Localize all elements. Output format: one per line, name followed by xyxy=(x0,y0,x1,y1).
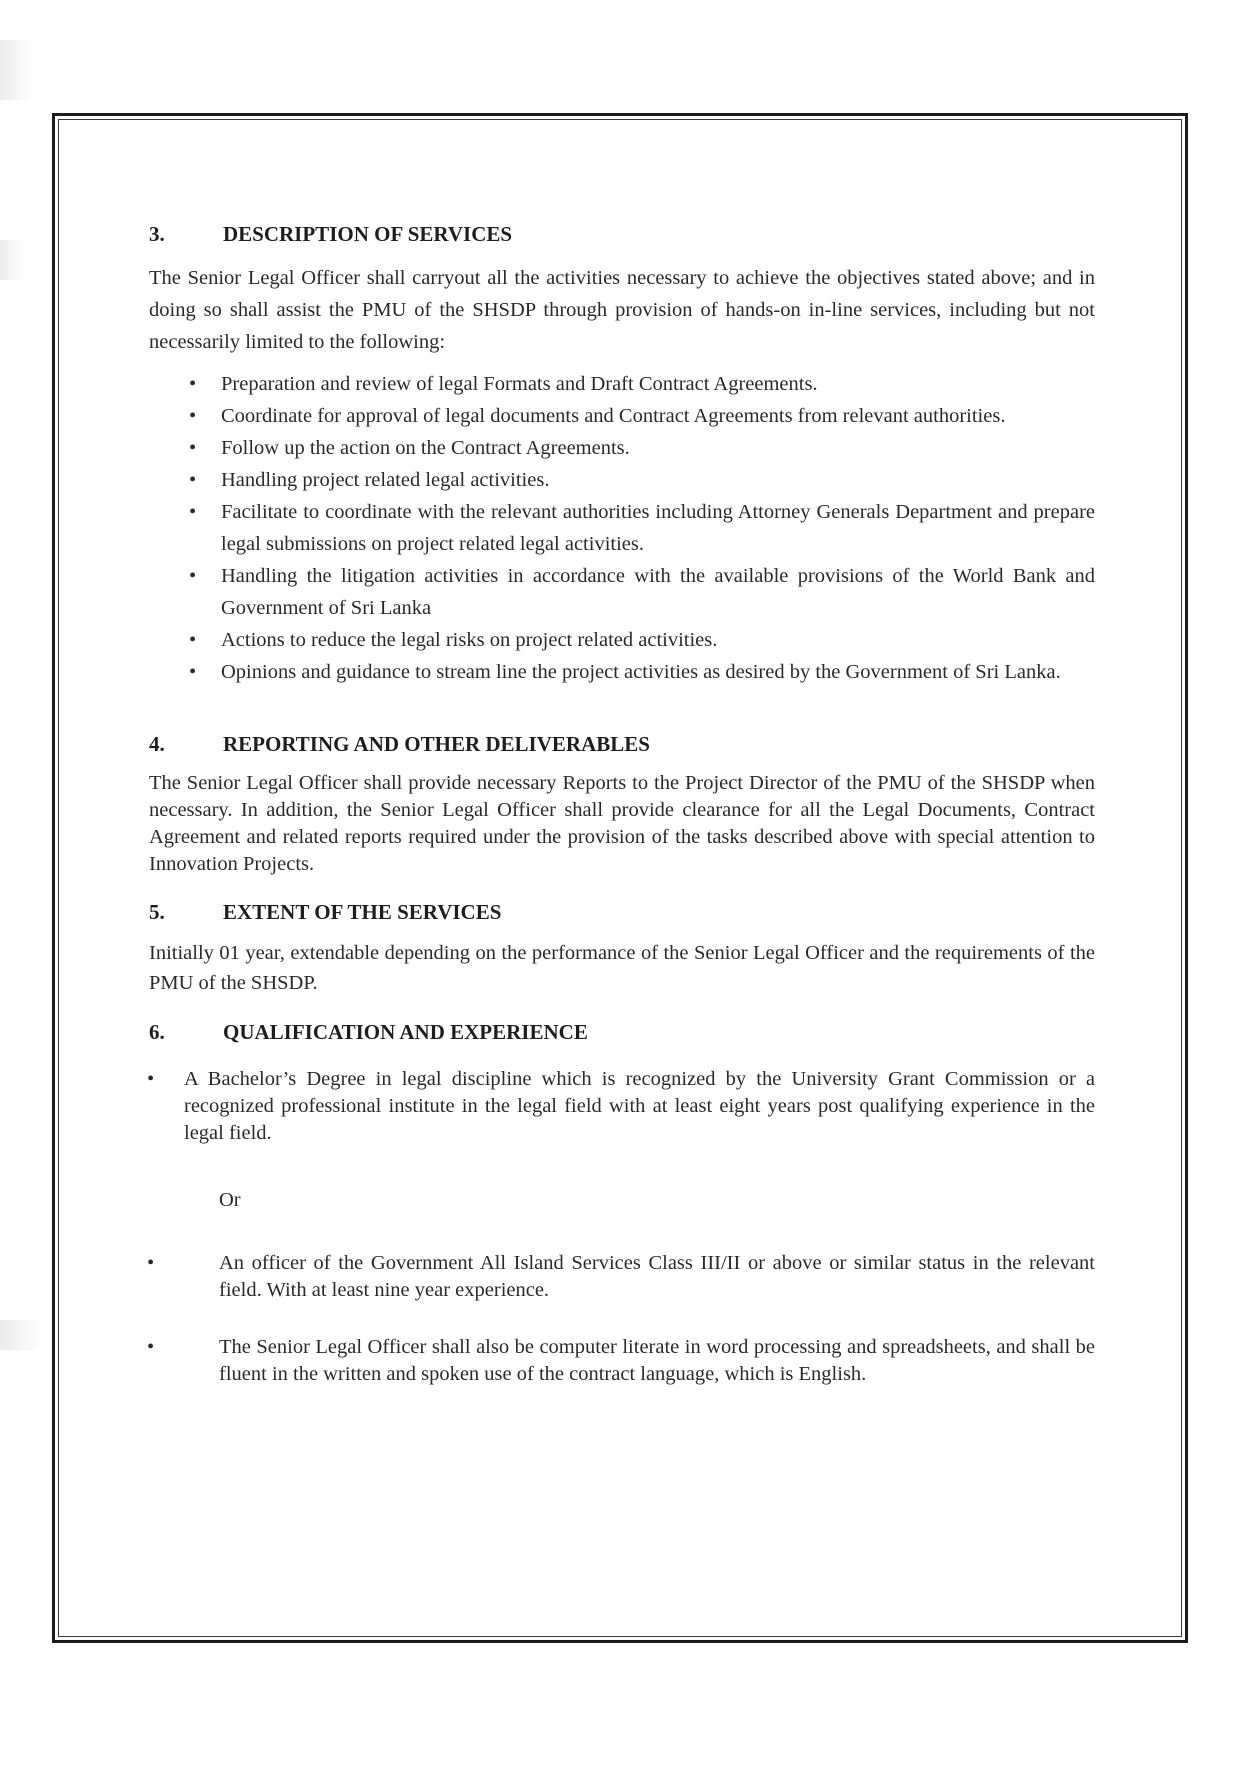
section-6-heading xyxy=(149,1016,1095,1048)
scan-artifact xyxy=(0,40,30,100)
list-item: • Preparation and review of legal Formats and Draft Contract Agreements. xyxy=(149,368,1095,400)
list-item: • An officer of the Government All Island Services Class III/II or above or similar status in the relevant field. With at least nine year experience. xyxy=(147,1252,1095,1301)
list-item: • A Bachelor’s Degree in legal discipline which is recognized by the University Grant Commission or a recognized professional institute in the legal field with at least eight years post qualifying experience in the legal field. xyxy=(147,1068,1095,1144)
bullet-icon: • xyxy=(189,661,197,683)
section-4-body: The Senior Legal Officer shall provide necessary Reports to the Project Director of the PMU of the SHSDP when necessary. In addition, the Senior Legal Officer shall provide clearance for all the Legal Documents, Contract Agreement and related reports required under the provision of the tasks described above with special attention to Innovation Projects. xyxy=(149,772,1095,875)
list-item: • Facilitate to coordinate with the relevant authorities including Attorney Generals Department and prepare legal submissions on project related legal activities. xyxy=(149,496,1095,560)
bullet-icon: • xyxy=(189,565,197,587)
scan-artifact xyxy=(0,1320,40,1350)
scan-artifact xyxy=(0,240,22,280)
section-4-heading xyxy=(149,728,1095,760)
section-number: 5. xyxy=(149,900,165,924)
bullet-icon: • xyxy=(147,1252,155,1274)
qualification-list xyxy=(149,1066,1095,1147)
list-item: • Follow up the action on the Contract Agreements. xyxy=(149,432,1095,464)
list-item: • Opinions and guidance to stream line the project activities as desired by the Government of Sri Lanka. xyxy=(149,656,1095,688)
bullet-icon: • xyxy=(189,629,197,651)
qualification-list-2 xyxy=(149,1250,1095,1388)
section-title: DESCRIPTION OF SERVICES xyxy=(223,222,513,246)
services-list xyxy=(149,368,1095,688)
bullet-icon: • xyxy=(147,1068,155,1090)
list-item: • Actions to reduce the legal risks on project related activities. xyxy=(149,624,1095,656)
section-number: 6. xyxy=(149,1020,165,1044)
section-title: QUALIFICATION AND EXPERIENCE xyxy=(223,1020,588,1044)
bullet-icon: • xyxy=(189,501,197,523)
or-separator: Or xyxy=(219,1189,241,1211)
bullet-icon: • xyxy=(147,1336,155,1358)
section-title: REPORTING AND OTHER DELIVERABLES xyxy=(223,732,650,756)
section-3-intro: The Senior Legal Officer shall carryout all the activities necessary to achieve the objectives stated above; and in doing so shall assist the PMU of the SHSDP through provision of hands-on in-line services, including but not necessarily limited to the following: xyxy=(149,267,1095,353)
bullet-icon: • xyxy=(189,469,197,491)
section-number: 3. xyxy=(149,222,165,246)
bullet-icon: • xyxy=(189,373,197,395)
list-item: • Coordinate for approval of legal documents and Contract Agreements from relevant authorities. xyxy=(149,400,1095,432)
list-item: • Handling project related legal activities. xyxy=(149,464,1095,496)
section-5-heading xyxy=(149,896,1095,928)
bullet-icon: • xyxy=(189,437,197,459)
list-item: • The Senior Legal Officer shall also be computer literate in word processing and spreadsheets, and shall be fluent in the written and spoken use of the contract language, which is English. xyxy=(147,1336,1095,1385)
section-5-body: Initially 01 year, extendable depending on the performance of the Senior Legal Officer and the requirements of the PMU of the SHSDP. xyxy=(149,942,1095,994)
bullet-icon: • xyxy=(189,405,197,427)
document-body xyxy=(149,218,1095,1388)
section-number: 4. xyxy=(149,732,165,756)
section-title: EXTENT OF THE SERVICES xyxy=(223,900,502,924)
section-3-heading xyxy=(149,218,1095,250)
list-item: • Handling the litigation activities in accordance with the available provisions of the World Bank and Government of Sri Lanka xyxy=(149,560,1095,624)
